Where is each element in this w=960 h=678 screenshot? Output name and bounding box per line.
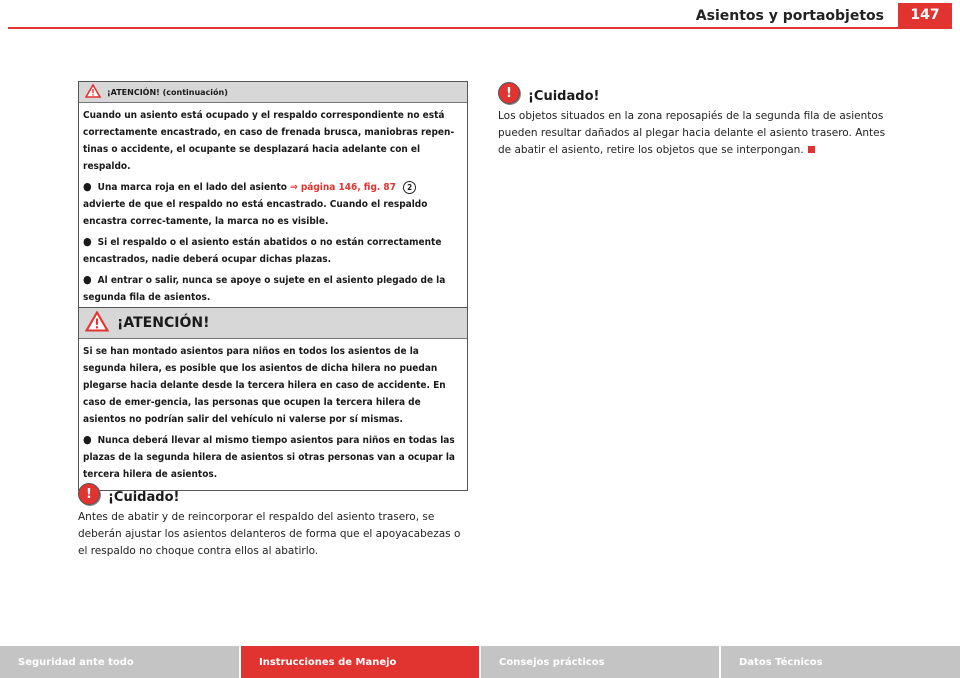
footer-nav [0, 646, 960, 678]
warning-continued-title: ¡ATENCIÓN! (continuación) [107, 87, 228, 97]
warning-header [79, 308, 467, 339]
tab-consejos[interactable]: Consejos prácticos [481, 646, 721, 678]
page-reference-link[interactable]: página 146, fig. 87 [300, 182, 396, 193]
bullet-icon: ● [83, 235, 92, 248]
warning-continued-bullet-1: ● Una marca roja en el lado del asiento ⇒ página 146, fig. 87 2 advierte de que el respaldo no está encastrado. Cuando el respaldo encastra correc-tamente, la marca no es visible. [83, 180, 428, 227]
caution-text: Los objetos situados en la zona reposapiés de la segunda fila de asientos pueden resultar dañados al plegar hacia delante el asiento trasero. Antes de abatir el asiento, retire los objetos que se interpongan. [498, 110, 886, 156]
warning-continued-box [78, 81, 468, 314]
arrow-icon: ⇒ [290, 182, 298, 193]
warning-triangle-icon [85, 311, 109, 336]
callout-number: 2 [403, 181, 416, 194]
caution-right [498, 82, 898, 159]
header-rule [8, 27, 952, 29]
warning-paragraph: Si se han montado asientos para niños en todos los asientos de la segunda hilera, es posible que los asientos de dicha hilera no puedan plegarse hacia delante desde la tercera hilera en caso de accidente. En caso de emer-gencia, las personas que ocupen la tercera hilera de asientos no podrían salir del vehículo ni valerse por sí mismas. [83, 346, 446, 425]
warning-continued-header [79, 82, 467, 103]
caution-icon: ! [498, 82, 520, 104]
caution-title: ¡Cuidado! [108, 490, 180, 505]
warning-title: ¡ATENCIÓN! [117, 315, 210, 331]
warning-bullet-1: ● Nunca deberá llevar al mismo tiempo asientos para niños en todas las plazas de la segunda hilera de asientos si otras personas van a ocupar la tercera hilera de asientos. [83, 433, 456, 480]
warning-continued-bullet-3: ● Al entrar o salir, nunca se apoye o sujete en el asiento plegado de la segunda fila de asientos. [83, 273, 446, 303]
warning-box [78, 307, 468, 491]
tab-datos-tecnicos[interactable]: Datos Técnicos [721, 646, 960, 678]
warning-continued-bullet-2: ● Si el respaldo o el asiento están abatidos o no están correctamente encastrados, nadie deberá ocupar dichas plazas. [83, 235, 442, 265]
warning-triangle-icon [85, 83, 101, 102]
bullet-icon: ● [83, 273, 92, 286]
caution-left [78, 483, 466, 560]
bullet-icon: ● [83, 180, 92, 193]
section-title: Asientos y portaobjetos [695, 8, 884, 24]
caution-text: Antes de abatir y de reincorporar el respaldo del asiento trasero, se deberán ajustar los asientos delanteros de forma que el apoyacabezas o el respaldo no choque contra ellos al abatirlo. [78, 511, 461, 557]
caution-title: ¡Cuidado! [528, 89, 600, 104]
tab-seguridad[interactable]: Seguridad ante todo [0, 646, 241, 678]
page-number: 147 [898, 3, 952, 27]
warning-continued-paragraph: Cuando un asiento está ocupado y el respaldo correspondiente no está correctamente encastrado, en caso de frenada brusca, maniobras repen-tinas o accidente, el ocupante se desplazará hacia adelante con el respaldo. [83, 110, 455, 172]
bullet-icon: ● [83, 433, 92, 446]
caution-icon: ! [78, 483, 100, 505]
end-of-section-icon [808, 146, 815, 153]
tab-instrucciones[interactable]: Instrucciones de Manejo [241, 646, 481, 678]
